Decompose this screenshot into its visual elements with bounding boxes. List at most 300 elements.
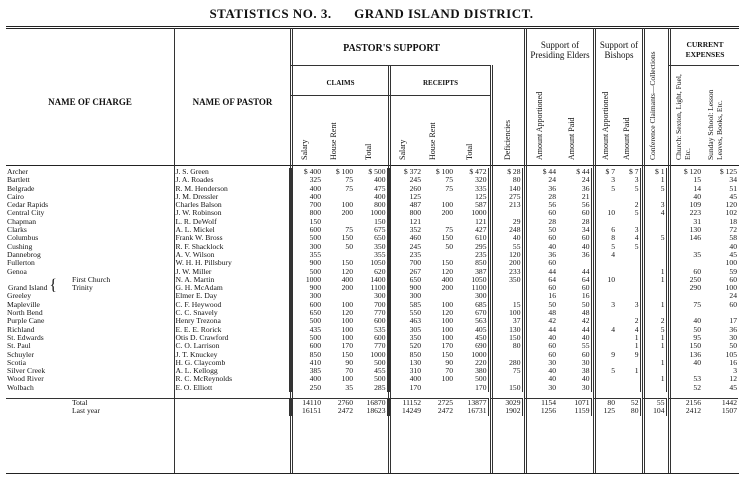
cell-value: 150 <box>489 384 523 392</box>
cell-value: 58 <box>729 234 737 243</box>
cell-value: 60 <box>581 209 590 218</box>
cell-value: 40 <box>581 333 590 342</box>
cell-value: 1 <box>641 375 667 383</box>
table-row <box>6 251 738 259</box>
header-pe-paid: Amount Paid <box>567 117 576 160</box>
cell-value: 44 <box>523 268 557 276</box>
cell-value: 48 <box>523 309 557 317</box>
cell-value <box>592 259 616 267</box>
charge-name: Cairo <box>7 192 24 201</box>
table-row <box>6 234 738 242</box>
cell-value: 5 <box>592 243 616 251</box>
pastor-name: Elmer E. Day <box>174 292 290 300</box>
cell-value <box>641 284 667 292</box>
total-value: 1256 <box>523 407 557 415</box>
grand-island-label <box>8 277 58 296</box>
table-row <box>6 209 738 217</box>
cell-value: 600 <box>290 226 322 234</box>
cell-value <box>641 259 667 267</box>
cell-value: 1000 <box>471 350 487 359</box>
cell-value: 120 <box>341 267 353 276</box>
table-row <box>6 334 738 342</box>
cell-value: 60 <box>523 284 557 292</box>
cell-value: 400 <box>290 375 322 383</box>
top-rule <box>6 26 739 27</box>
statistics-table <box>6 168 738 416</box>
cell-value: 40 <box>581 375 590 384</box>
cell-value <box>592 384 616 392</box>
cell-value: 700 <box>374 300 386 309</box>
cell-value: $ 125 <box>719 168 737 176</box>
cell-value: 400 <box>341 275 353 284</box>
charge-name: Dannebrog <box>7 250 41 259</box>
charge-name: Wolbach <box>7 383 34 392</box>
header-support-presiding-elders: Support of Presiding Elders <box>530 40 590 60</box>
cell-value: 300 <box>290 243 322 251</box>
cell-value: 60 <box>581 284 590 293</box>
charge-name: Richland <box>7 325 35 334</box>
cell-value: 60 <box>523 351 557 359</box>
last-year-row <box>6 407 738 415</box>
cell-value: 80 <box>489 342 523 350</box>
total-value: 80 <box>592 399 616 408</box>
cell-value: 150 <box>341 350 353 359</box>
cell-value: 235 <box>475 250 487 259</box>
cell-value: 30 <box>729 333 737 342</box>
cell-value: 16 <box>523 292 557 300</box>
cell-value: 60 <box>523 209 557 217</box>
last-year-row-label: Last year <box>72 407 101 416</box>
cell-value: 44 <box>523 326 557 334</box>
cell-value: 6 <box>592 226 616 234</box>
cell-value: 56 <box>523 201 557 209</box>
cell-value <box>489 375 523 383</box>
cell-value: 100 <box>489 309 523 317</box>
charge-name: Scotia <box>7 358 26 367</box>
table-row <box>6 317 738 325</box>
total-value: 16731 <box>467 407 487 416</box>
cell-value: 21 <box>581 192 590 201</box>
cell-value <box>667 367 702 375</box>
cell-value: 295 <box>475 242 487 251</box>
cell-value: 90 <box>445 358 453 367</box>
cell-value: $ 7 <box>592 168 616 176</box>
cell-value: 2 <box>641 317 667 325</box>
cell-value: 170 <box>441 342 453 351</box>
pastor-name: J. W. Miller <box>174 268 290 276</box>
cell-value: 37 <box>489 317 523 325</box>
cell-value: 223 <box>667 209 702 217</box>
cell-value: 102 <box>725 209 737 218</box>
cell-value: 1 <box>641 276 667 284</box>
cell-value: 100 <box>341 375 353 384</box>
cell-value: 150 <box>441 350 453 359</box>
pastor-name: W. H. H. Pillsbury <box>174 259 290 267</box>
cell-value: 487 <box>388 201 422 209</box>
total-value: 80 <box>630 407 639 416</box>
cell-value: 120 <box>725 201 737 210</box>
cell-value: 136 <box>667 351 702 359</box>
cell-value: 290 <box>667 284 702 292</box>
pastor-name: G. H. McAdam <box>174 284 290 292</box>
cell-value: 150 <box>667 342 702 350</box>
cell-value: 310 <box>388 367 422 375</box>
total-value: 13877 <box>467 398 487 408</box>
charge-name: Archer <box>7 168 29 176</box>
charge-name: St. Edwards <box>7 333 44 342</box>
cell-value: 220 <box>475 358 487 367</box>
cell-value: 75 <box>345 184 353 193</box>
cell-value: 700 <box>388 259 422 267</box>
cell-value: 150 <box>489 334 523 342</box>
cell-value: 120 <box>441 267 453 276</box>
cell-value: 48 <box>581 309 590 318</box>
cell-value: 35 <box>345 383 353 392</box>
cell-value: 435 <box>290 326 322 334</box>
cell-value: 105 <box>725 350 737 359</box>
header-subrule <box>290 65 490 66</box>
cell-value: 90 <box>345 358 353 367</box>
cell-value: 60 <box>729 300 737 309</box>
cell-value: 400 <box>374 176 386 185</box>
cell-value <box>616 384 641 392</box>
cell-value: 100 <box>441 300 453 309</box>
cell-value: 42 <box>581 317 590 326</box>
cell-value <box>616 359 641 367</box>
cell-value: 5 <box>641 326 667 334</box>
cell-value: 170 <box>475 383 487 392</box>
bottom-rule <box>6 473 739 474</box>
cell-value: 45 <box>729 250 737 259</box>
charge-name: Clarks <box>7 226 27 235</box>
cell-value: 3 <box>733 367 737 376</box>
cell-value: 475 <box>374 184 386 193</box>
cell-value: 385 <box>290 367 322 375</box>
total-value: 18623 <box>366 407 386 416</box>
table-row <box>6 218 738 226</box>
cell-value: 34 <box>729 176 737 185</box>
cell-value: 305 <box>388 326 422 334</box>
cell-value: 75 <box>345 226 353 235</box>
total-value: 1154 <box>523 399 557 408</box>
cell-value <box>616 268 641 276</box>
cell-value: 400 <box>441 275 453 284</box>
cell-value: 245 <box>388 176 422 184</box>
cell-value <box>616 218 641 226</box>
charge-name: Bartlett <box>7 176 30 185</box>
total-value: 1442 <box>721 398 737 408</box>
cell-value <box>667 259 702 267</box>
pastor-name: Charles Balson <box>174 201 290 209</box>
cell-value: 28 <box>581 217 590 226</box>
cell-value: 620 <box>374 267 386 276</box>
cell-value: 60 <box>581 350 590 359</box>
cell-value <box>592 201 616 209</box>
pastor-name: N. A. Martin <box>174 276 290 284</box>
cell-value: 36 <box>581 184 590 193</box>
cell-value: 53 <box>667 375 702 383</box>
cell-value: 50 <box>729 342 737 351</box>
cell-value <box>641 367 667 375</box>
pastor-name: R. F. Shacklock <box>174 243 290 251</box>
cell-value: 9 <box>592 351 616 359</box>
cell-value: 50 <box>523 226 557 234</box>
cell-value: 450 <box>475 333 487 342</box>
cell-value: 1000 <box>370 350 386 359</box>
cell-value: 900 <box>388 284 422 292</box>
cell-value: 850 <box>388 351 422 359</box>
cell-value: 1 <box>641 359 667 367</box>
cell-value: 16 <box>729 358 737 367</box>
cell-value: 3 <box>634 176 639 185</box>
cell-value: 800 <box>388 209 422 217</box>
cell-value: 50 <box>523 301 557 309</box>
cell-value: 3 <box>634 226 639 235</box>
cell-value <box>641 251 667 259</box>
cell-value: 3 <box>634 300 639 309</box>
cell-value: 900 <box>290 284 322 292</box>
cell-value: 95 <box>667 334 702 342</box>
cell-value: 267 <box>388 268 422 276</box>
table-row <box>6 342 738 350</box>
cell-value: 1 <box>634 333 639 342</box>
charge-name: Columbus <box>7 234 39 243</box>
cell-value: 610 <box>475 234 487 243</box>
cell-value: 70 <box>445 367 453 376</box>
pastor-name: C. C. Snavely <box>174 309 290 317</box>
cell-value: $ 372 <box>388 168 422 176</box>
total-value: 2472 <box>337 407 353 416</box>
cell-value: 380 <box>475 367 487 376</box>
pastor-name: C. O. Larrison <box>174 342 290 350</box>
total-value: 2472 <box>437 407 453 416</box>
header-receipts-salary: Salary <box>398 139 407 160</box>
cell-value: 17 <box>729 317 737 326</box>
cell-value: 355 <box>290 251 322 259</box>
cell-value: 770 <box>374 309 386 318</box>
cell-value: 463 <box>388 317 422 325</box>
cell-value <box>592 359 616 367</box>
cell-value: 4 <box>634 325 639 334</box>
cell-value: $ 500 <box>368 168 386 176</box>
cell-value: 75 <box>345 176 353 185</box>
cell-value <box>422 384 454 392</box>
header-church-expenses: Church: Sexton, Light, Fuel, Etc. <box>674 74 692 160</box>
cell-value <box>489 209 523 217</box>
total-value: 3029 <box>489 399 523 408</box>
cell-value: 4 <box>592 251 616 259</box>
cell-value: 650 <box>290 309 322 317</box>
cell-value: 30 <box>523 359 557 367</box>
pastor-name: J. W. Robinson <box>174 209 290 217</box>
cell-value: 500 <box>290 317 322 325</box>
header-sunday-school: Sunday School: Lesson Leaves, Books, Etc. <box>706 89 724 160</box>
header-receipts: RECEIPTS <box>422 79 458 87</box>
cell-value: 387 <box>475 267 487 276</box>
cell-value: $ 44 <box>523 168 557 176</box>
total-value: 1159 <box>574 407 590 416</box>
page-title: STATISTICS NO. 3. GRAND ISLAND DISTRICT. <box>209 6 534 21</box>
pastor-name: Otis D. Crawford <box>174 334 290 342</box>
cell-value: 3 <box>592 301 616 309</box>
cell-value: 40 <box>667 317 702 325</box>
charge-name: Trinity <box>72 284 93 293</box>
pastor-name: H. G. Claycomb <box>174 359 290 367</box>
table-row <box>6 201 738 209</box>
cell-value: 300 <box>475 292 487 301</box>
cell-value: 1 <box>641 176 667 184</box>
cell-value: 28 <box>523 193 557 201</box>
cell-value: 200 <box>441 209 453 218</box>
cell-value: 75 <box>489 367 523 375</box>
total-value: 11152 <box>388 399 422 408</box>
total-value: 2725 <box>437 398 453 408</box>
cell-value: 250 <box>667 276 702 284</box>
cell-value: 72 <box>729 226 737 235</box>
cell-value: 100 <box>341 317 353 326</box>
cell-value <box>592 342 616 350</box>
total-value: 2156 <box>667 399 702 408</box>
cell-value: 60 <box>667 268 702 276</box>
cell-value: 248 <box>489 226 523 234</box>
cell-value: 3 <box>592 176 616 184</box>
pastor-name: A. V. Wilson <box>174 251 290 259</box>
cell-value: 690 <box>475 342 487 351</box>
charge-name: Fullerton <box>7 259 35 268</box>
table-row <box>6 292 738 300</box>
cell-value <box>592 268 616 276</box>
cell-value <box>592 193 616 201</box>
cell-value <box>322 292 354 300</box>
pastor-name: R. C. McReynolds <box>174 375 290 383</box>
cell-value: 120 <box>441 309 453 318</box>
cell-value: 5 <box>634 184 639 193</box>
header-claims: CLAIMS <box>326 79 355 87</box>
total-row-label: Total <box>72 398 88 408</box>
pastor-name: C. F. Heywood <box>174 301 290 309</box>
cell-value: 146 <box>667 234 702 242</box>
total-value: 1507 <box>721 407 737 416</box>
cell-value: 400 <box>290 193 322 201</box>
cell-value: 30 <box>581 358 590 367</box>
cell-value: 18 <box>729 217 737 226</box>
cell-value: 460 <box>388 234 422 242</box>
cell-value: 40 <box>489 234 523 242</box>
cell-value: 275 <box>489 193 523 201</box>
cell-value <box>322 193 354 201</box>
cell-value: 400 <box>374 192 386 201</box>
cell-value: 2 <box>634 201 639 210</box>
cell-value: 675 <box>374 226 386 235</box>
cell-value: 1 <box>634 367 639 376</box>
cell-value <box>702 309 738 317</box>
total-value: 14110 <box>290 399 322 408</box>
cell-value <box>322 251 354 259</box>
total-value: 16151 <box>290 407 322 415</box>
grand-island-brace: { <box>49 277 58 294</box>
cell-value: 51 <box>729 184 737 193</box>
cell-value: 60 <box>523 342 557 350</box>
cell-value: 64 <box>523 276 557 284</box>
cell-value <box>489 351 523 359</box>
charge-name: Central City <box>7 209 45 218</box>
charge-name: Genoa <box>7 267 27 276</box>
header-deficiencies: Deficiencies <box>503 120 512 160</box>
cell-value <box>422 251 454 259</box>
cell-value: 34 <box>581 226 590 235</box>
header-b-apportioned: Amount Apportioned <box>601 91 610 160</box>
table-row <box>6 276 738 284</box>
cell-value <box>641 243 667 251</box>
cell-value: $ 100 <box>435 168 453 176</box>
pastor-name: A. L. Kellogg <box>174 367 290 375</box>
cell-value: 587 <box>475 201 487 210</box>
empty-cell <box>174 399 290 408</box>
total-value: 1071 <box>574 398 590 408</box>
cell-value: 170 <box>388 384 422 392</box>
cell-value: 500 <box>290 234 322 242</box>
cell-value: 300 <box>374 292 386 301</box>
cell-value: 24 <box>729 292 737 301</box>
cell-value <box>616 259 641 267</box>
cell-value: 850 <box>475 259 487 268</box>
cell-value: 130 <box>489 326 523 334</box>
cell-value <box>641 193 667 201</box>
cell-value: 50 <box>445 242 453 251</box>
cell-value: 45 <box>729 192 737 201</box>
cell-value <box>641 309 667 317</box>
cell-value: 100 <box>441 317 453 326</box>
cell-value: 500 <box>374 358 386 367</box>
cell-value: 500 <box>290 268 322 276</box>
header-pastors-support: PASTOR'S SUPPORT <box>343 43 440 54</box>
table-row <box>6 168 738 176</box>
cell-value: 1000 <box>370 209 386 218</box>
cell-value: 1400 <box>370 275 386 284</box>
cell-value: 300 <box>388 292 422 300</box>
total-value: 55 <box>641 399 667 408</box>
cell-value: 260 <box>388 185 422 193</box>
cell-value: 70 <box>345 367 353 376</box>
cell-value: 400 <box>388 375 422 383</box>
cell-value: 100 <box>341 201 353 210</box>
cell-value: $ 28 <box>489 168 523 176</box>
cell-value: 5 <box>641 234 667 242</box>
cell-value: 350 <box>388 334 422 342</box>
cell-value <box>616 276 641 284</box>
cell-value: 325 <box>290 176 322 184</box>
cell-value: 140 <box>489 185 523 193</box>
pastor-name: E. E. E. Rorick <box>174 326 290 334</box>
cell-value: 150 <box>290 218 322 226</box>
cell-value: 200 <box>441 284 453 293</box>
header-receipts-house-rent: House Rent <box>428 122 437 160</box>
cell-value: 24 <box>523 176 557 184</box>
cell-value: 5 <box>634 242 639 251</box>
cell-value: 1 <box>641 334 667 342</box>
cell-value: 455 <box>374 367 386 376</box>
charge-name: Belgrade <box>7 184 35 193</box>
cell-value: 36 <box>523 185 557 193</box>
cell-value: 500 <box>475 375 487 384</box>
cell-value: 285 <box>374 383 386 392</box>
cell-value: 121 <box>388 218 422 226</box>
cell-value: 44 <box>581 325 590 334</box>
cell-value: 75 <box>445 184 453 193</box>
charge-name: Greeley <box>7 292 32 301</box>
charge-name: North Bend <box>7 309 43 318</box>
header-claims-house-rent: House Rent <box>329 122 338 160</box>
